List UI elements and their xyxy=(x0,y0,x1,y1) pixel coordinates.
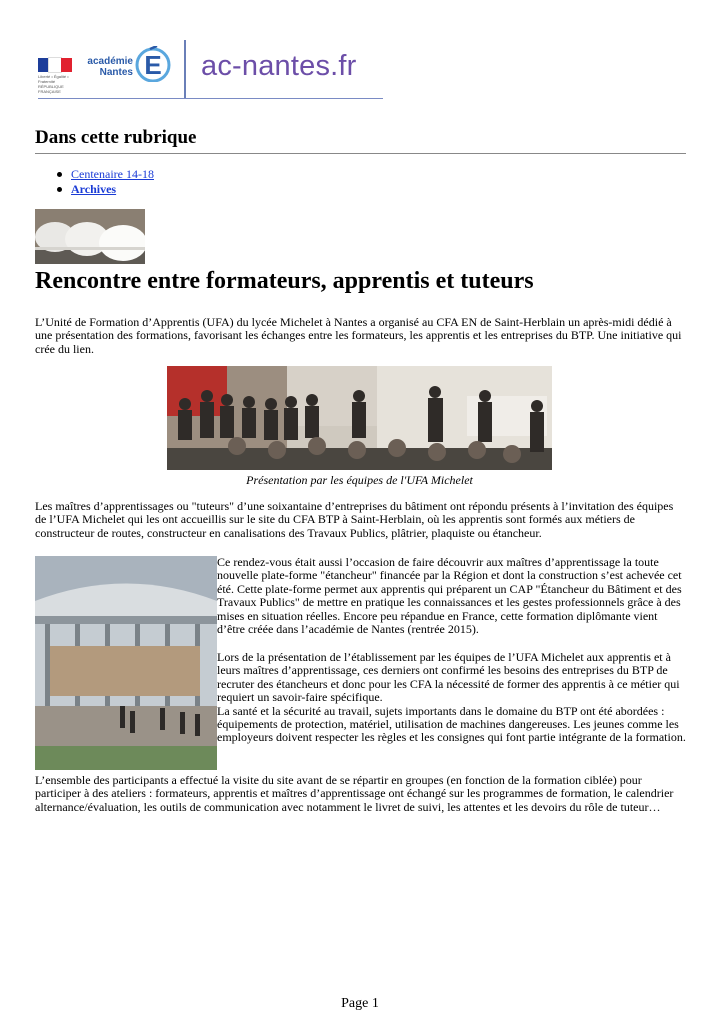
rubrique-list xyxy=(55,167,154,197)
rubrique-link-archives[interactable]: Archives xyxy=(71,182,117,196)
article-intro: L’Unité de Formation d’Apprentis (UFA) du lycée Michelet à Nantes a organisé au CFA EN de Saint-Herblain un après-midi dédié à une présentation des formations, favorisant les échanges entre les formateurs, les apprentis et les entreprises du BTP. Une initiative qui crée du lien. xyxy=(35,315,682,356)
page-number: Page 1 xyxy=(341,996,379,1011)
flag-caption: Liberté • Égalité • Fraternité RÉPUBLIQUE FRANÇAISE xyxy=(38,74,69,94)
platform-building-photo xyxy=(35,556,217,770)
article-paragraph-4 xyxy=(217,651,687,745)
photo-caption: Présentation par les équipes de l'UFA Michelet xyxy=(246,473,473,487)
list-item xyxy=(55,167,154,182)
rubrique-divider xyxy=(35,153,686,154)
marianne-flag-icon xyxy=(38,58,72,72)
list-item xyxy=(55,182,154,197)
site-header xyxy=(38,40,383,102)
academie-line1: académie xyxy=(87,56,133,67)
site-name[interactable]: ac-nantes.fr xyxy=(201,50,357,82)
header-underline xyxy=(38,98,383,99)
svg-text:E: E xyxy=(144,50,162,80)
logo-separator xyxy=(184,40,186,98)
article-paragraph-4b: La santé et la sécurité au travail, sujets importants dans le domaine du BTP ont été abordées : équipements de protection, matériel, utilisation de machines dangereuses. Les jeunes comme les employeurs doivent respecter les règles et les consignes qui font partie intégrante de la formation. xyxy=(217,703,686,745)
academie-e-logo-icon xyxy=(135,46,171,82)
academie-label xyxy=(87,56,133,78)
rubrique-heading: Dans cette rubrique xyxy=(35,127,197,148)
article-title: Rencontre entre formateurs, apprentis et tuteurs xyxy=(35,268,534,294)
presentation-photo xyxy=(167,366,552,470)
article-paragraph-4a: Lors de la présentation de l’établissement par les équipes de l’UFA Michelet aux apprentis et à leurs maîtres d’apprentissage, ces derniers ont confirmé les besoins des entreprises du BTP de recruter des étancheurs et donc pour les CFA la nécessité de former des apprentis à ce métier qui requiert un savoir-faire spécifique. xyxy=(217,650,680,705)
academie-line2: Nantes xyxy=(99,67,133,78)
article-paragraph-2: Les maîtres d’apprentissages ou "tuteurs" d’une soixantaine d’entreprises du bâtiment ont répondu présents à l’invitation des équipes de l’UFA Michelet qui les ont accueillis sur le site du CFA BTP à Saint-Herblain, où les apprentis sont formés aux métiers de constructeur de routes, constructeur en canalisations des Travaux Publics, plâtrier, plaquiste ou étancheur. xyxy=(35,499,674,540)
bullet-icon xyxy=(57,172,62,177)
bullet-icon xyxy=(57,187,62,192)
rubrique-link-centenaire[interactable]: Centenaire 14-18 xyxy=(71,167,154,181)
article-paragraph-3: Ce rendez-vous était aussi l’occasion de faire découvrir aux maîtres d’apprentissage la toute nouvelle plate-forme "étancheur" financée par la Région et dont la construction s’est achevée cet été. Cette plate-forme permet aux apprentis qui préparent un CAP "Étancheur du Bâtiment et des Travaux Publics" de mettre en pratique les connaissances et les gestes professionnels grâce à des mises en situation réelles. Encore peu répandue en France, cette formation diplômante vient d’être créée dans l’académie de Nantes (rentrée 2015). xyxy=(217,555,682,637)
article-paragraph-5: L’ensemble des participants a effectué la visite du site avant de se répartir en groupes (en fonction de la formation ciblée) pour participer à des ateliers : formateurs, apprentis et maîtres d’apprentissage ont échangé sur les programmes de formation, le calendrier alternance/évaluation, les outils de communication avec notamment le livret de suivi, les attentes et les devoirs du rôle de tuteur… xyxy=(35,773,674,814)
helmets-thumbnail-image xyxy=(35,209,145,264)
